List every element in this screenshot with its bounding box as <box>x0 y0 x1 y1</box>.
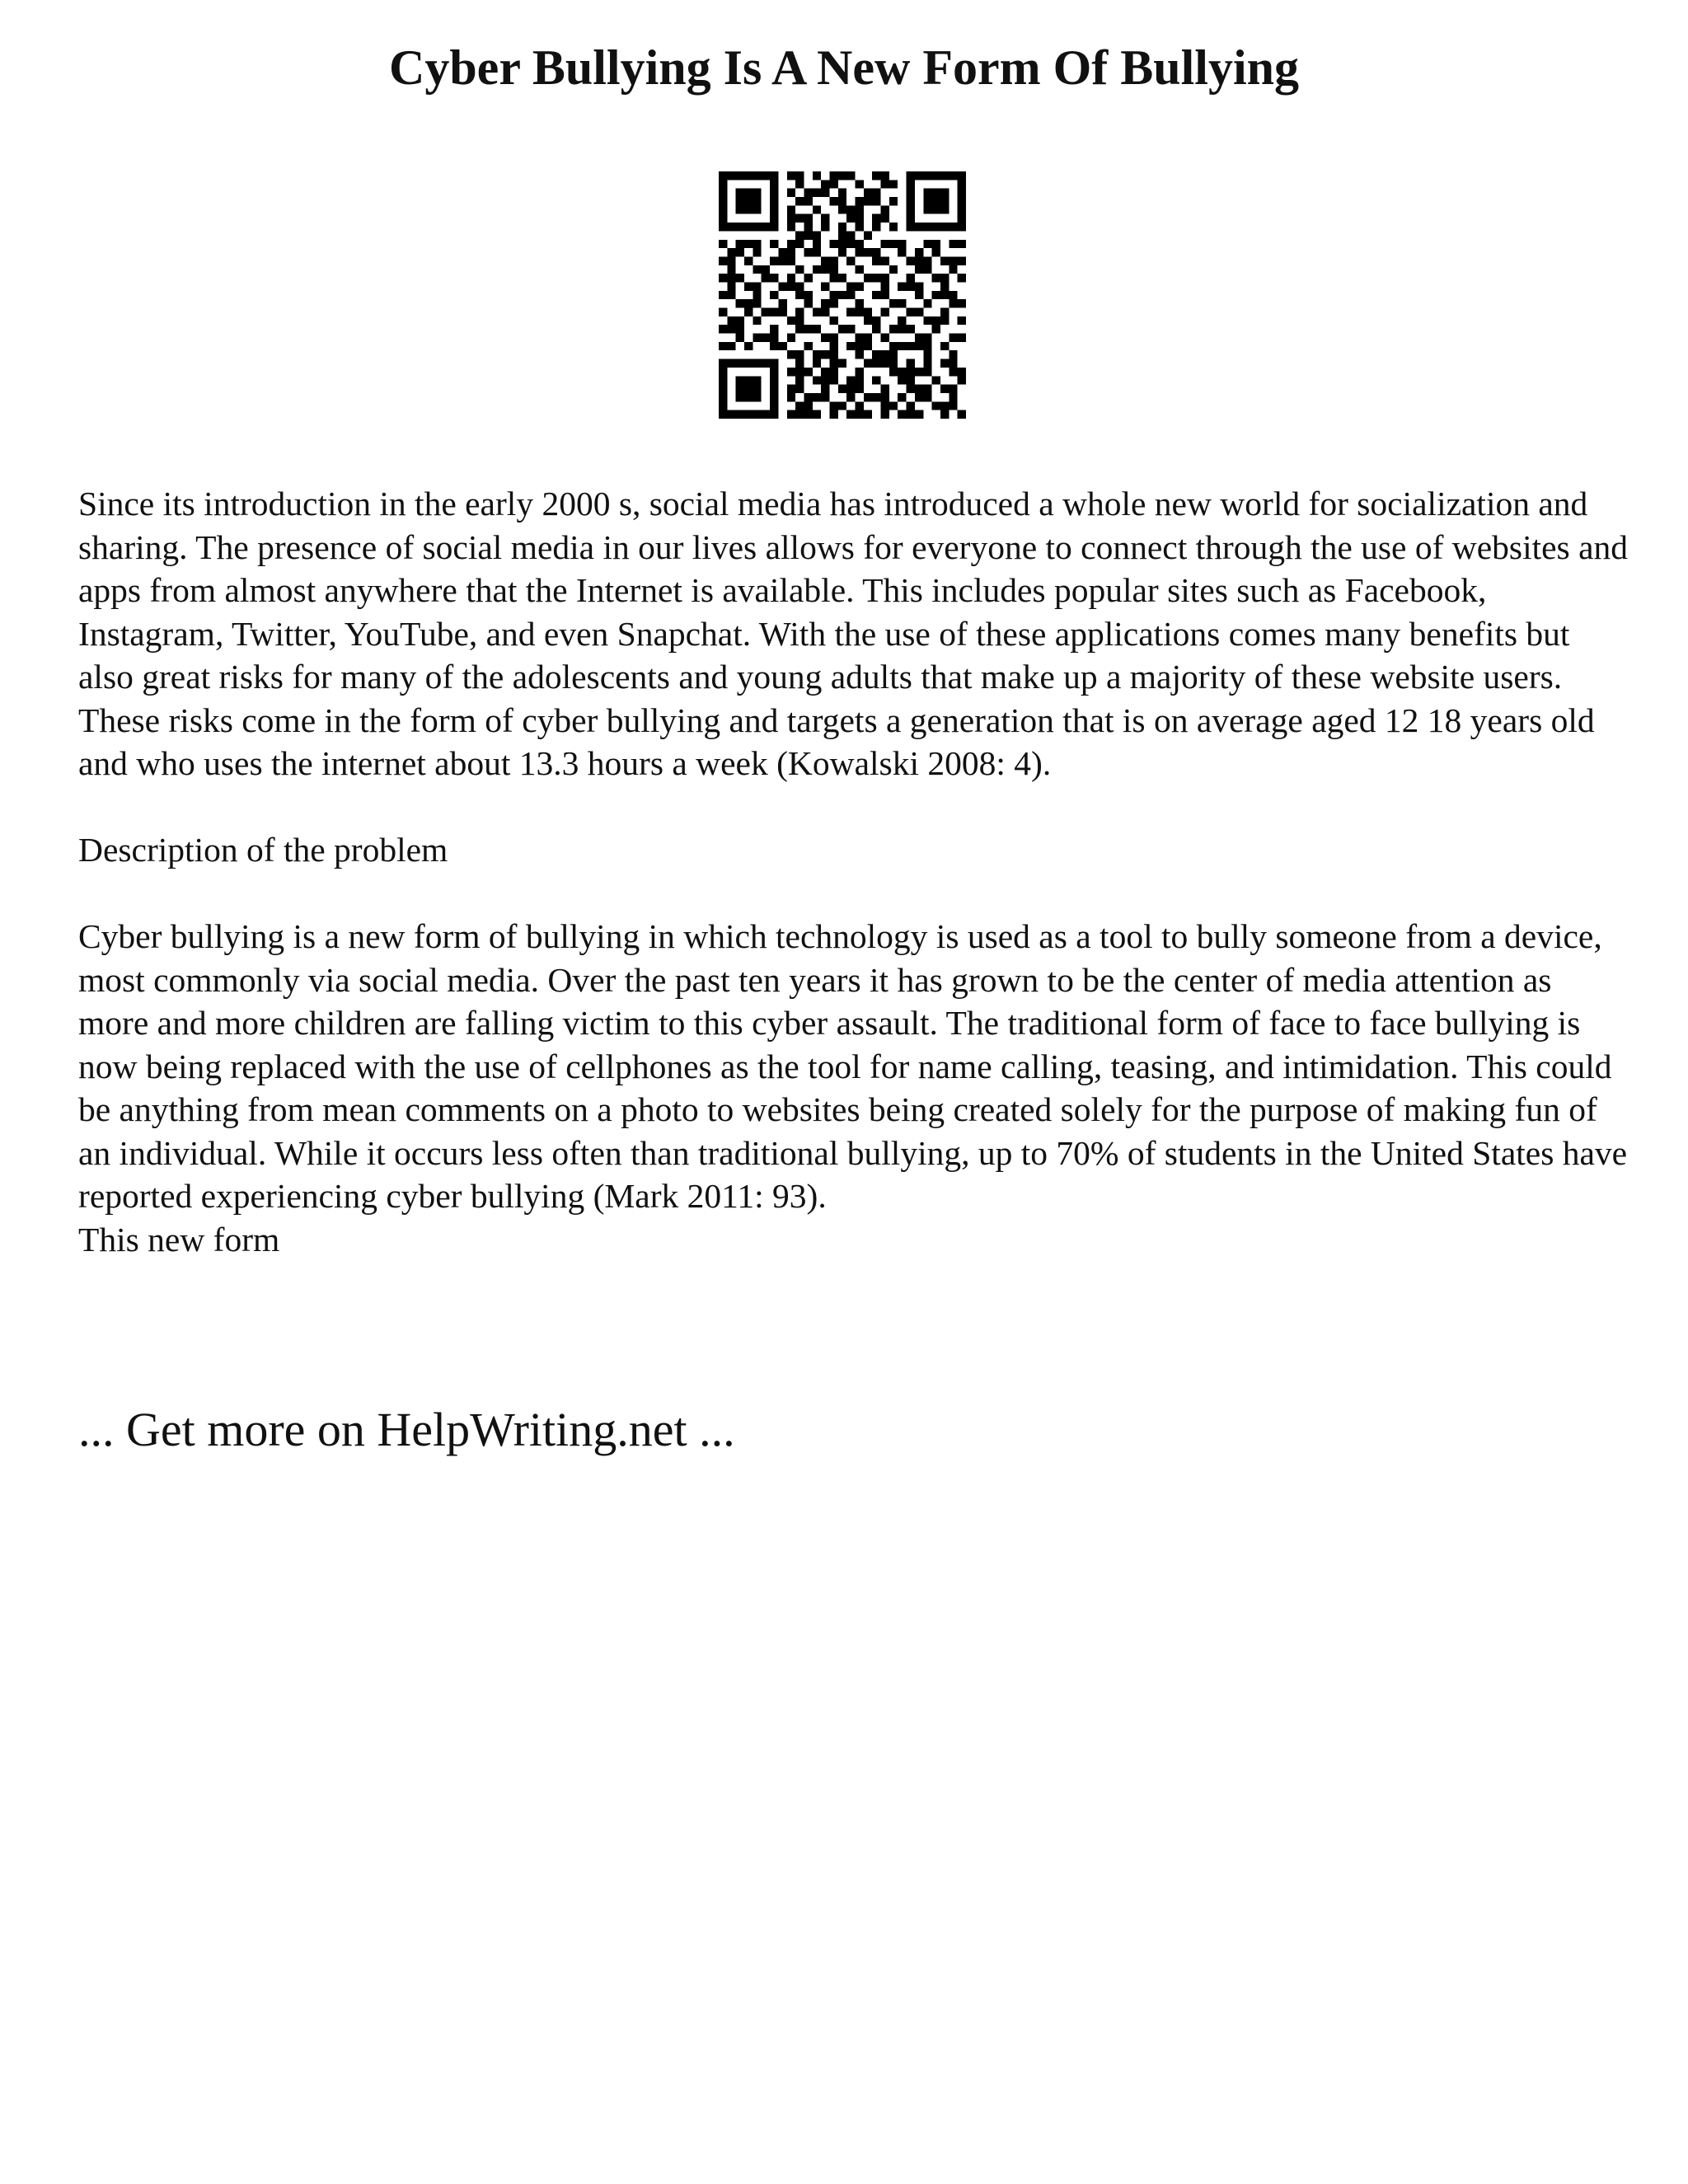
paragraph-intro: Since its introduction in the early 2000 s, social media has introduced a whole new world for socialization and sharing. The presence of social media in our lives allows for everyone to connect through the use of websites and apps from almost anywhere that the Internet is available. This includes popular sites such as Facebook, Instagram, Twitter, YouTube, and even Snapchat. With the use of these applications comes many benefits but also great risks for many of the adolescents and young adults that make up a majority of these website users. These risks come in the form of cyber bullying and targets a generation that is on average aged 12 18 years old and who uses the internet about 13.3 hours a week (Kowalski 2008: 4). <box>78 485 1629 782</box>
paragraph-problem: Cyber bullying is a new form of bullying in which technology is used as a tool to bully someone from a device, most commonly via social media. Over the past ten years it has grown to be the center of media attention as more and more children are falling victim to this cyber assault. The traditional form of face to face bullying is now being replaced with the use of cellphones as the tool for name calling, teasing, and intimidation. This could be anything from mean comments on a photo to websites being created solely for the purpose of making fun of an individual. While it occurs less often than traditional bullying, up to 70% of students in the United States have reported experiencing cyber bullying (Mark 2011: 93). <box>78 917 1628 1215</box>
qr-code-icon <box>719 171 966 419</box>
get-more-link[interactable]: ... Get more on HelpWriting.net ... <box>78 1403 735 1456</box>
page-title: Cyber Bullying Is A New Form Of Bullying <box>388 40 1300 95</box>
paragraph-gap <box>78 785 1628 829</box>
section-heading: Description of the problem <box>78 831 448 869</box>
qr-code-graphic <box>719 171 966 419</box>
paragraph-gap <box>78 872 1628 916</box>
document-body <box>78 482 1628 1261</box>
paragraph-fragment: This new form <box>78 1220 280 1258</box>
